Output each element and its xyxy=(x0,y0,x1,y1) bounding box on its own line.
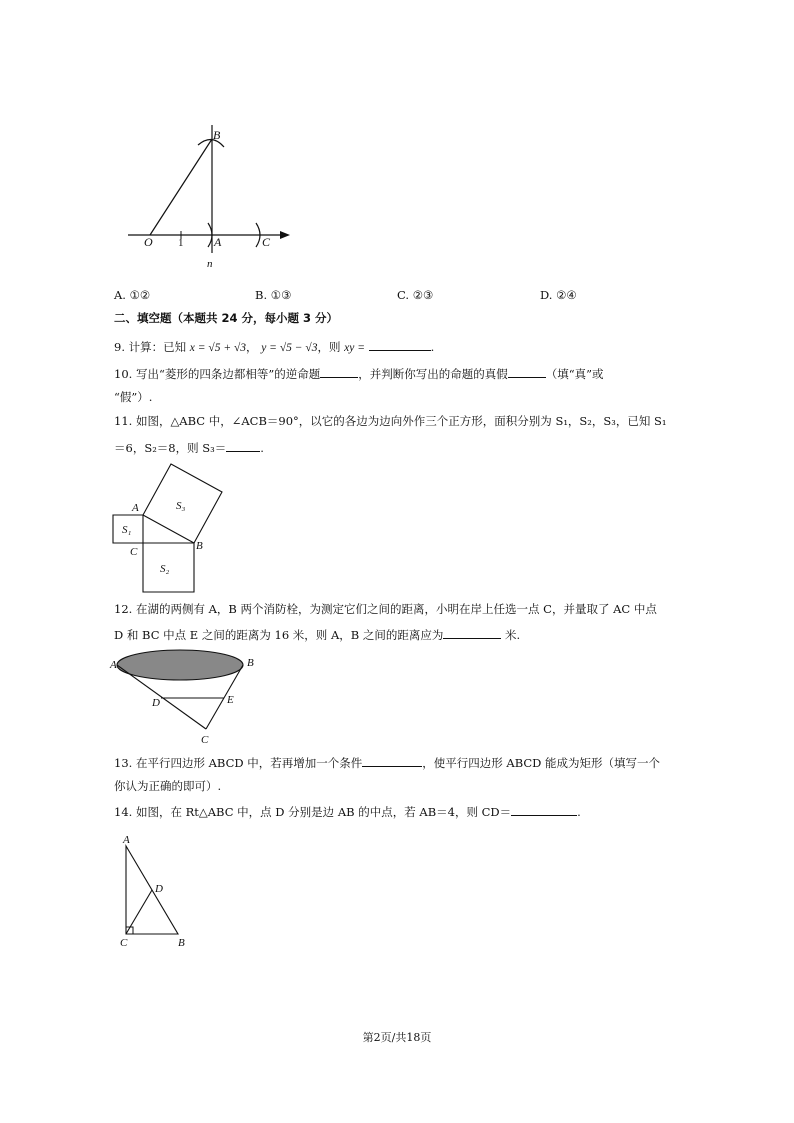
right-triangle-figure xyxy=(116,832,206,952)
question-11: 11. 如图，△ABC 中，∠ACB＝90°，以它的各边为边向外作三个正方形，面积分别为 S₁，S₂，S₃，已知 S₁ xyxy=(114,414,667,428)
q9-prefix: 9. 计算：已知 xyxy=(114,340,187,354)
page-footer: 第2页/共18页 xyxy=(362,1031,432,1044)
question-12-line-2 xyxy=(114,627,520,642)
label-A: A xyxy=(214,235,222,249)
sq-label-S2: S₂ xyxy=(160,563,170,575)
q9-xy: xy = xyxy=(344,342,365,354)
label-one: 1 xyxy=(178,237,184,249)
lake-label-A: A xyxy=(110,659,117,671)
number-line-figure xyxy=(120,125,300,275)
q14-text-b: . xyxy=(577,805,581,819)
sq-label-B: B xyxy=(196,540,203,552)
q9-then: ，则 xyxy=(317,340,341,354)
label-n: n xyxy=(207,258,213,270)
q11-text-a: ＝6，S₂＝8，则 S₃＝ xyxy=(114,441,227,455)
question-11-line-2 xyxy=(114,440,264,455)
label-C: C xyxy=(262,235,271,249)
tri-label-C: C xyxy=(120,937,128,949)
choice-a[interactable]: A. ①② xyxy=(114,288,151,302)
q13-answer-blank[interactable] xyxy=(362,755,422,767)
lake-label-E: E xyxy=(227,694,234,706)
lake-label-C: C xyxy=(201,734,209,746)
sq-label-C: C xyxy=(130,546,138,558)
label-B: B xyxy=(213,128,221,142)
tri-label-B: B xyxy=(178,937,185,949)
lake-label-D: D xyxy=(152,697,160,709)
q11-text-b: . xyxy=(260,441,264,455)
sq-label-A: A xyxy=(132,502,139,514)
q10-text-b: ，并判断你写出的命题的真假 xyxy=(358,367,508,381)
question-9 xyxy=(114,339,434,355)
q13-text-a: 13. 在平行四边形 ABCD 中，若再增加一个条件 xyxy=(114,756,363,770)
q9-x-expr: x = √5 + √3 xyxy=(189,342,247,354)
q10-answer-blank-1[interactable] xyxy=(320,366,358,378)
tri-label-D: D xyxy=(155,883,163,895)
choice-d[interactable]: D. ②④ xyxy=(540,288,577,302)
q14-answer-blank[interactable] xyxy=(511,804,577,816)
q9-end: . xyxy=(430,340,435,354)
question-13 xyxy=(114,755,660,770)
sq-label-S3: S₃ xyxy=(176,500,186,512)
lake-label-B: B xyxy=(247,657,254,669)
label-O: O xyxy=(144,235,153,249)
q11-answer-blank[interactable] xyxy=(226,440,260,452)
q12-answer-blank[interactable] xyxy=(443,627,501,639)
q13-text-b: ，使平行四边形 ABCD 能成为矩形（填写一个 xyxy=(422,756,661,770)
question-14 xyxy=(114,804,581,819)
choice-b[interactable]: B. ①③ xyxy=(255,288,292,302)
q9-y-expr: y = √5 − √3 xyxy=(261,342,318,354)
question-10 xyxy=(114,366,603,381)
lake-figure xyxy=(110,645,270,750)
q9-sep: ， xyxy=(246,340,258,354)
tri-label-A: A xyxy=(123,834,130,846)
q12-text-b: 米. xyxy=(505,628,521,642)
q14-text-a: 14. 如图，在 Rt△ABC 中，点 D 分别是边 AB 的中点，若 AB＝4，则 CD＝ xyxy=(114,805,512,819)
choice-c[interactable]: C. ②③ xyxy=(397,288,434,302)
q10-text-a: 10. 写出“菱形的四条边都相等”的逆命题 xyxy=(114,367,321,381)
question-13-line-2: 你认为正确的即可）. xyxy=(114,779,222,793)
q10-text-c: （填“真”或 xyxy=(545,367,604,381)
question-12: 12. 在湖的两侧有 A，B 两个消防栓，为测定它们之间的距离，小明在岸上任选一点 C，并量取了 AC 中点 xyxy=(114,602,657,616)
q12-text-a: D 和 BC 中点 E 之间的距离为 16 米，则 A，B 之间的距离应为 xyxy=(114,628,444,642)
sq-label-S1: S₁ xyxy=(122,524,132,536)
squares-figure xyxy=(108,460,233,600)
section-heading: 二、填空题（本题共 24 分，每小题 3 分） xyxy=(114,311,339,325)
q9-answer-blank[interactable] xyxy=(369,339,431,351)
q10-answer-blank-2[interactable] xyxy=(508,366,546,378)
question-10-line-2: “假”）. xyxy=(114,390,153,404)
